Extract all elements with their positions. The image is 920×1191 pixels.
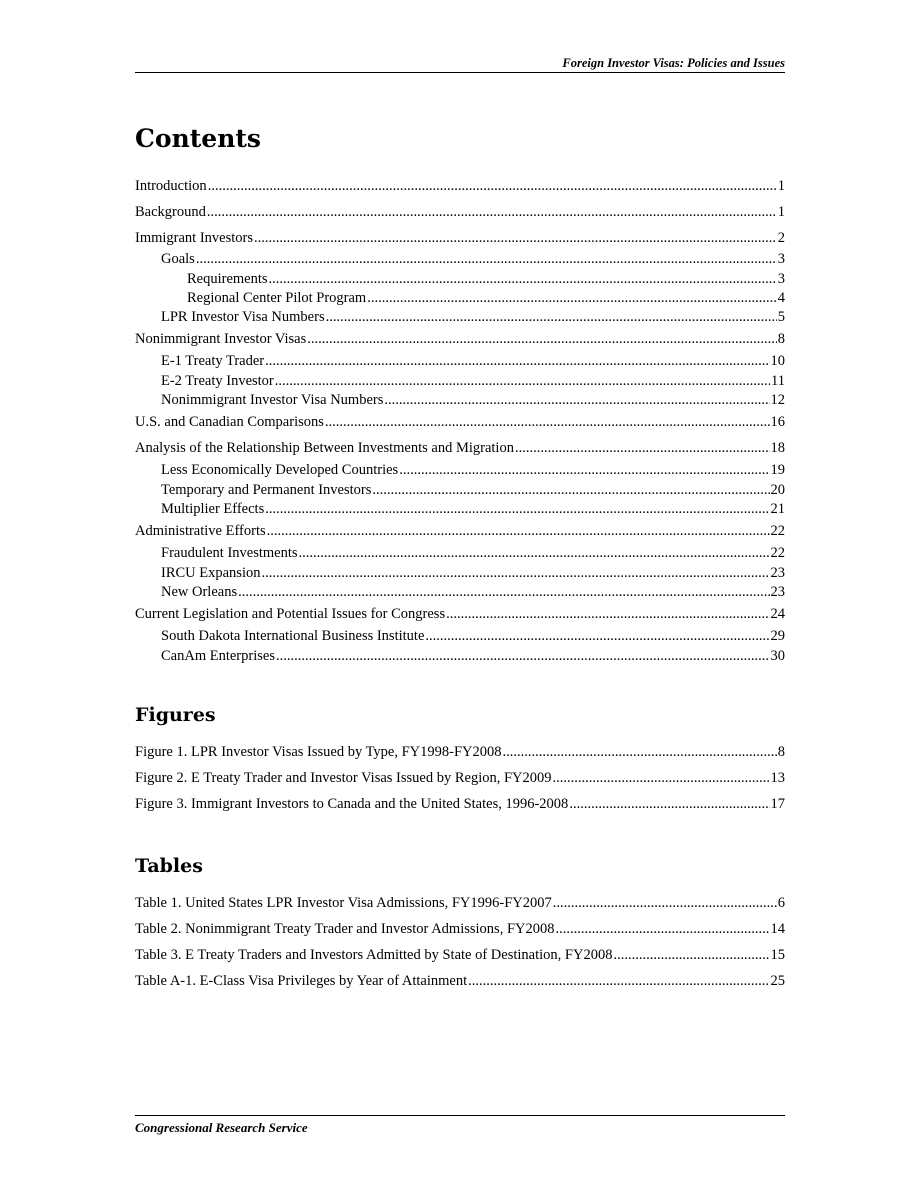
toc-entry-label: Less Economically Developed Countries bbox=[161, 462, 399, 478]
running-header: Foreign Investor Visas: Policies and Issues bbox=[562, 56, 785, 70]
toc-entry[interactable] bbox=[135, 352, 785, 370]
toc-entry-page: 24 bbox=[770, 606, 785, 622]
toc-entry-page: 22 bbox=[770, 523, 785, 539]
dot-leader bbox=[425, 627, 769, 645]
toc-entry[interactable] bbox=[135, 605, 785, 623]
dot-leader bbox=[399, 461, 769, 479]
toc-entry-label: Requirements bbox=[187, 271, 268, 287]
toc-entry[interactable] bbox=[135, 564, 785, 582]
toc-entry[interactable] bbox=[135, 372, 785, 390]
toc-entry[interactable] bbox=[135, 439, 785, 457]
figures-heading: Figures bbox=[135, 704, 216, 726]
figure-entry[interactable] bbox=[135, 795, 785, 813]
toc-entry-label: New Orleans bbox=[161, 584, 238, 600]
dot-leader bbox=[261, 564, 769, 582]
figure-entry[interactable] bbox=[135, 769, 785, 787]
dot-leader bbox=[446, 605, 769, 623]
dot-leader bbox=[299, 544, 770, 562]
toc-entry-label: Goals bbox=[161, 251, 195, 267]
toc-entry-label: Temporary and Permanent Investors bbox=[161, 482, 372, 498]
toc-entry-label: Nonimmigrant Investor Visa Numbers bbox=[161, 392, 384, 408]
table-entry-page: 25 bbox=[770, 973, 785, 989]
dot-leader bbox=[265, 500, 769, 518]
dot-leader bbox=[613, 946, 769, 964]
toc-entry[interactable] bbox=[135, 522, 785, 540]
table-entry-label: Table 1. United States LPR Investor Visa Admissions, FY1996-FY2007 bbox=[135, 895, 552, 911]
footer-rule bbox=[135, 1115, 785, 1116]
toc-entry-label: Multiplier Effects bbox=[161, 501, 265, 517]
dot-leader bbox=[265, 352, 769, 370]
tables-heading: Tables bbox=[135, 855, 203, 877]
table-entry-page: 14 bbox=[770, 921, 785, 937]
table-entry-page: 15 bbox=[770, 947, 785, 963]
toc-entry[interactable] bbox=[135, 177, 785, 195]
toc-entry-label: Background bbox=[135, 204, 206, 220]
toc-entry-page: 3 bbox=[777, 271, 785, 287]
toc-entry-page: 29 bbox=[770, 628, 785, 644]
toc-entry-page: 12 bbox=[770, 392, 785, 408]
figure-entry-page: 8 bbox=[777, 744, 785, 760]
toc-entry-label: Current Legislation and Potential Issues for Congress bbox=[135, 606, 446, 622]
toc-entry-label: South Dakota International Business Institute bbox=[161, 628, 425, 644]
toc-entry-page: 2 bbox=[777, 230, 785, 246]
toc-entry-page: 1 bbox=[777, 178, 785, 194]
table-entry-page: 6 bbox=[777, 895, 785, 911]
toc-entry-page: 4 bbox=[777, 290, 785, 306]
dot-leader bbox=[267, 522, 770, 540]
toc-entry-label: U.S. and Canadian Comparisons bbox=[135, 414, 324, 430]
toc-entry[interactable] bbox=[135, 203, 785, 221]
table-entry-label: Table A-1. E-Class Visa Privileges by Year of Attainment bbox=[135, 973, 468, 989]
toc-entry[interactable] bbox=[135, 481, 785, 499]
dot-leader bbox=[555, 920, 769, 938]
toc-entry-page: 21 bbox=[770, 501, 785, 517]
contents-heading: Contents bbox=[135, 124, 262, 153]
toc-entry[interactable] bbox=[135, 500, 785, 518]
figure-entry[interactable] bbox=[135, 743, 785, 761]
footer-text: Congressional Research Service bbox=[135, 1120, 308, 1135]
toc-entry-label: Administrative Efforts bbox=[135, 523, 266, 539]
toc-entry-page: 18 bbox=[770, 440, 785, 456]
toc-entry[interactable] bbox=[135, 544, 785, 562]
figure-entry-label: Figure 2. E Treaty Trader and Investor Visas Issued by Region, FY2009 bbox=[135, 770, 552, 786]
dot-leader bbox=[468, 972, 769, 990]
toc-entry[interactable] bbox=[135, 583, 785, 601]
dot-leader bbox=[553, 769, 770, 787]
toc-entry-page: 5 bbox=[777, 309, 785, 325]
toc-entry-page: 23 bbox=[770, 584, 785, 600]
dot-leader bbox=[196, 250, 777, 268]
table-entry[interactable] bbox=[135, 920, 785, 938]
toc-entry-label: IRCU Expansion bbox=[161, 565, 261, 581]
toc-entry[interactable] bbox=[135, 250, 785, 268]
toc-entry-page: 8 bbox=[777, 331, 785, 347]
table-entry[interactable] bbox=[135, 946, 785, 964]
toc-entry-page: 23 bbox=[770, 565, 785, 581]
toc-entry-label: Regional Center Pilot Program bbox=[187, 290, 367, 306]
toc-entry[interactable] bbox=[135, 391, 785, 409]
dot-leader bbox=[275, 372, 770, 390]
toc-entry[interactable] bbox=[135, 461, 785, 479]
figure-entry-label: Figure 1. LPR Investor Visas Issued by Type, FY1998-FY2008 bbox=[135, 744, 502, 760]
toc-entry[interactable] bbox=[135, 647, 785, 665]
dot-leader bbox=[325, 413, 770, 431]
toc-entry-page: 20 bbox=[770, 482, 785, 498]
toc-entry[interactable] bbox=[135, 413, 785, 431]
toc-entry-label: E-2 Treaty Investor bbox=[161, 373, 274, 389]
toc-entry-page: 16 bbox=[770, 414, 785, 430]
toc-entry-page: 11 bbox=[771, 373, 785, 389]
toc-entry-label: Fraudulent Investments bbox=[161, 545, 298, 561]
dot-leader bbox=[208, 177, 777, 195]
figure-entry-page: 13 bbox=[770, 770, 785, 786]
dot-leader bbox=[307, 330, 777, 348]
toc-entry-label: Immigrant Investors bbox=[135, 230, 253, 246]
dot-leader bbox=[326, 308, 777, 326]
table-entry[interactable] bbox=[135, 972, 785, 990]
toc-entry-label: Introduction bbox=[135, 178, 207, 194]
dot-leader bbox=[384, 391, 769, 409]
toc-entry-page: 1 bbox=[777, 204, 785, 220]
toc-entry-page: 30 bbox=[770, 648, 785, 664]
dot-leader bbox=[207, 203, 777, 221]
dot-leader bbox=[515, 439, 770, 457]
dot-leader bbox=[569, 795, 769, 813]
figure-entry-label: Figure 3. Immigrant Investors to Canada and the United States, 1996-2008 bbox=[135, 796, 569, 812]
toc-entry[interactable] bbox=[135, 289, 785, 307]
toc-entry-label: CanAm Enterprises bbox=[161, 648, 275, 664]
dot-leader bbox=[372, 481, 769, 499]
toc-entry-page: 3 bbox=[777, 251, 785, 267]
toc-entry[interactable] bbox=[135, 270, 785, 288]
toc-entry[interactable] bbox=[135, 229, 785, 247]
toc-entry-page: 10 bbox=[770, 353, 785, 369]
dot-leader bbox=[254, 229, 777, 247]
dot-leader bbox=[238, 583, 769, 601]
table-entry[interactable] bbox=[135, 894, 785, 912]
toc-entry-label: Analysis of the Relationship Between Investments and Migration bbox=[135, 440, 514, 456]
toc-entry[interactable] bbox=[135, 330, 785, 348]
header-rule bbox=[135, 72, 785, 73]
dot-leader bbox=[276, 647, 770, 665]
toc-entry-label: E-1 Treaty Trader bbox=[161, 353, 265, 369]
toc-entry-label: LPR Investor Visa Numbers bbox=[161, 309, 325, 325]
toc-entry-label: Nonimmigrant Investor Visas bbox=[135, 331, 307, 347]
dot-leader bbox=[503, 743, 777, 761]
toc-entry[interactable] bbox=[135, 627, 785, 645]
table-entry-label: Table 3. E Treaty Traders and Investors Admitted by State of Destination, FY2008 bbox=[135, 947, 613, 963]
dot-leader bbox=[367, 289, 777, 307]
toc-entry-page: 19 bbox=[770, 462, 785, 478]
table-entry-label: Table 2. Nonimmigrant Treaty Trader and Investor Admissions, FY2008 bbox=[135, 921, 555, 937]
dot-leader bbox=[269, 270, 777, 288]
dot-leader bbox=[553, 894, 777, 912]
toc-entry[interactable] bbox=[135, 308, 785, 326]
toc-entry-page: 22 bbox=[770, 545, 785, 561]
figure-entry-page: 17 bbox=[770, 796, 785, 812]
